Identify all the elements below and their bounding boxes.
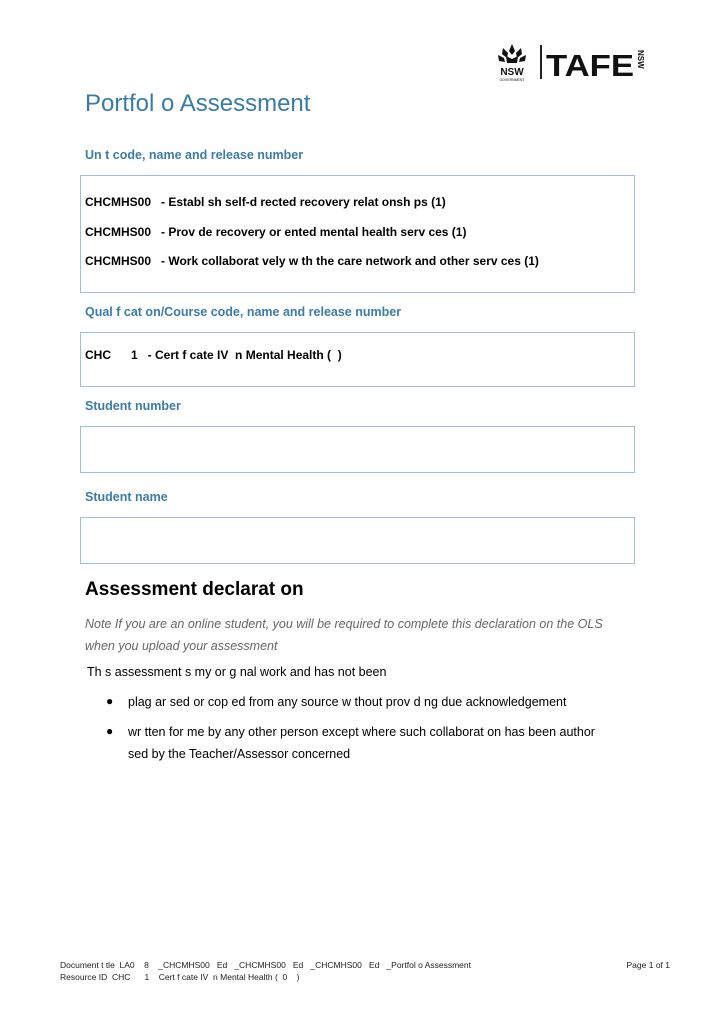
- nsw-logo-text: NSW: [500, 67, 524, 78]
- tafe-logo-text: TAFE: [546, 48, 634, 80]
- footer-page-number: Page 1 of 1: [626, 960, 670, 970]
- student-name-label: Student name: [85, 490, 168, 504]
- tafe-nsw-logo: [546, 46, 650, 80]
- tafe-logo-subtext: NSW: [636, 50, 645, 69]
- page-title: Portfol o Assessment: [85, 90, 311, 117]
- student-name-value: [81, 518, 634, 546]
- bullet-marker-1: ●: [106, 694, 114, 708]
- declaration-note: Note If you are an online student, you will be required to complete this declaration on the OLS when you upload your assessment: [85, 617, 603, 653]
- student-number-field[interactable]: [80, 426, 635, 473]
- unit-line-1: CHCMHS00 - Establ sh self-d rected recovery relat onsh ps (1): [85, 195, 446, 209]
- qualification-line: CHC 1 - Cert f cate IV n Mental Health ( ): [85, 348, 342, 362]
- declaration-bullet-2: wr tten for me by any other person except where such collaborat on has been author sed by the Teacher/Assessor concerned: [128, 725, 595, 761]
- footer-document-title: Document t tle LA0 8 _CHCMHS00 Ed _CHCMHS00 Ed _CHCMHS00 Ed _Portfol o Assessment: [60, 960, 471, 970]
- declaration-bullet-1: plag ar sed or cop ed from any source w thout prov d ng due acknowledgement: [128, 695, 567, 709]
- qualification-section-label: Qual f cat on/Course code, name and release number: [85, 305, 402, 319]
- declaration-intro: Th s assessment s my or g nal work and has not been: [87, 665, 387, 679]
- footer-resource-id: Resource ID CHC 1 Cert f cate IV n Mental Health ( 0 ): [60, 972, 300, 982]
- student-name-field[interactable]: [80, 517, 635, 564]
- bullet-marker-2: ●: [106, 724, 114, 738]
- nsw-logo-subtext: GOVERNMENT: [499, 78, 525, 82]
- unit-section-label: Un t code, name and release number: [85, 148, 304, 162]
- student-number-label: Student number: [85, 399, 181, 413]
- logo-divider: [540, 45, 542, 79]
- unit-line-3: CHCMHS00 - Work collaborat vely w th the care network and other serv ces (1): [85, 254, 539, 268]
- unit-line-2: CHCMHS00 - Prov de recovery or ented mental health serv ces (1): [85, 225, 467, 239]
- declaration-heading: Assessment declarat on: [85, 579, 304, 600]
- student-number-value: [81, 427, 634, 455]
- nsw-government-logo: [493, 42, 531, 82]
